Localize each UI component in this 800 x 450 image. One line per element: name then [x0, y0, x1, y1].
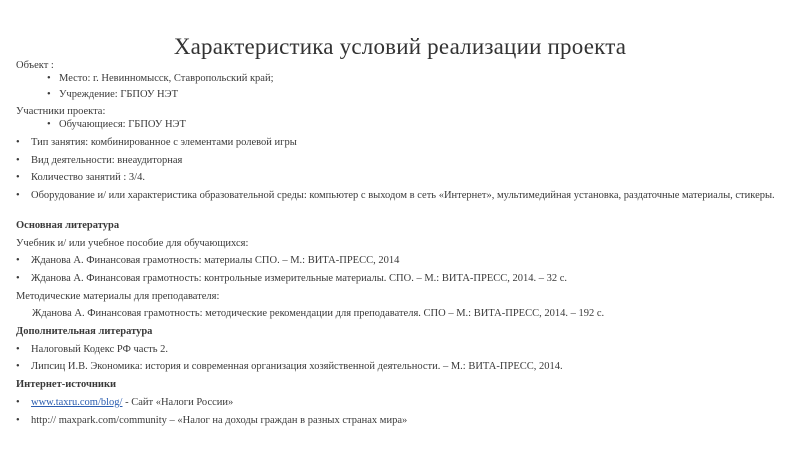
methodical-label: Методические материалы для преподавателя:	[16, 290, 220, 302]
list-item: • Место: г. Невинномысск, Ставропольский край;	[16, 72, 786, 88]
list-item: • Учреждение: ГБПОУ НЭТ	[16, 88, 786, 106]
list-item: • Налоговый Кодекс РФ часть 2.	[16, 343, 786, 361]
internet-item-1	[16, 396, 786, 414]
internet-item-1-text: - Сайт «Налоги России»	[122, 396, 234, 408]
internet-item-2: • http:// maxpark.com/community – «Налог на доходы граждан в разных странах мира»	[16, 414, 786, 432]
object-label: Объект :	[16, 60, 54, 71]
extra-literature-heading: Дополнительная литература	[16, 326, 153, 338]
list-item: • Липсиц И.В. Экономика: история и современная организация хозяйственной деятельности. – М.: ВИТА-ПРЕСС, 2014.	[16, 360, 786, 378]
main-literature-heading: Основная литература	[16, 219, 120, 231]
participants-label: Участники проекта:	[16, 106, 106, 118]
textbook-label: Учебник и/ или учебное пособие для обучающихся:	[16, 237, 249, 249]
equipment: • Оборудование и/ или характеристика образовательной среды: компьютер с выходом в сеть «Интернет», мультимедийная установка, раздаточные материалы, стикеры.	[16, 189, 786, 219]
internet-heading: Интернет-источники	[16, 379, 117, 391]
activity-type: • Вид деятельности: внеаудиторная	[16, 154, 786, 172]
methodical-item: Жданова А. Финансовая грамотность: методические рекомендации для преподавателя. СПО – М.: ВИТА-ПРЕСС, 2014. – 192 с.	[32, 308, 605, 320]
taxru-link[interactable]: www.taxru.com/blog/	[31, 396, 123, 408]
list-item: • Жданова А. Финансовая грамотность: материалы СПО. – М.: ВИТА-ПРЕСС, 2014	[16, 254, 786, 272]
list-item: • Жданова А. Финансовая грамотность: контрольные измерительные материалы. СПО. – М.: ВИТА-ПРЕСС, 2014. – 32 с.	[16, 272, 786, 290]
page-title: Характеристика условий реализации проекта	[173, 34, 627, 59]
lesson-type: • Тип занятия: комбинированное с элементами ролевой игры	[16, 136, 786, 154]
list-item: • Обучающиеся: ГБПОУ НЭТ	[16, 118, 786, 136]
lesson-count: • Количество занятий : 3/4.	[16, 171, 786, 189]
document-body	[16, 59, 786, 431]
